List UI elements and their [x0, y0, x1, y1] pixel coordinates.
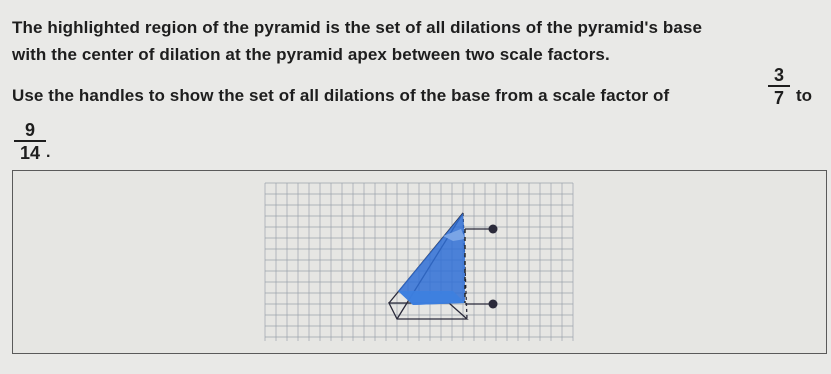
scale-to-fraction — [14, 121, 46, 162]
pyramid-base — [389, 303, 467, 319]
fraction-denominator: 14 — [19, 143, 41, 163]
drag-handle-dot-icon[interactable] — [489, 225, 498, 234]
fraction-numerator: 3 — [773, 65, 784, 85]
fraction-bar — [768, 85, 790, 87]
handles — [465, 225, 498, 309]
interactive-graph-panel — [12, 170, 827, 354]
fraction-numerator: 9 — [24, 120, 35, 140]
drag-handle-dot-icon[interactable] — [489, 300, 498, 309]
question-text-line-1: The highlighted region of the pyramid is the set of all dilations of the pyramid's base — [12, 18, 702, 37]
question-text-line-3: Use the handles to show the set of all dilations of the base from a scale factor of — [12, 86, 670, 105]
pyramid-graph-workspace — [13, 171, 826, 353]
end-punctuation: . — [46, 144, 51, 161]
fraction-bar — [14, 140, 46, 142]
connector-word: to — [796, 86, 813, 105]
question-text-line-2: with the center of dilation at the pyramid apex between two scale factors. — [12, 45, 610, 64]
scale-from-fraction — [768, 66, 790, 107]
fraction-denominator: 7 — [773, 88, 784, 108]
grid — [265, 183, 573, 341]
